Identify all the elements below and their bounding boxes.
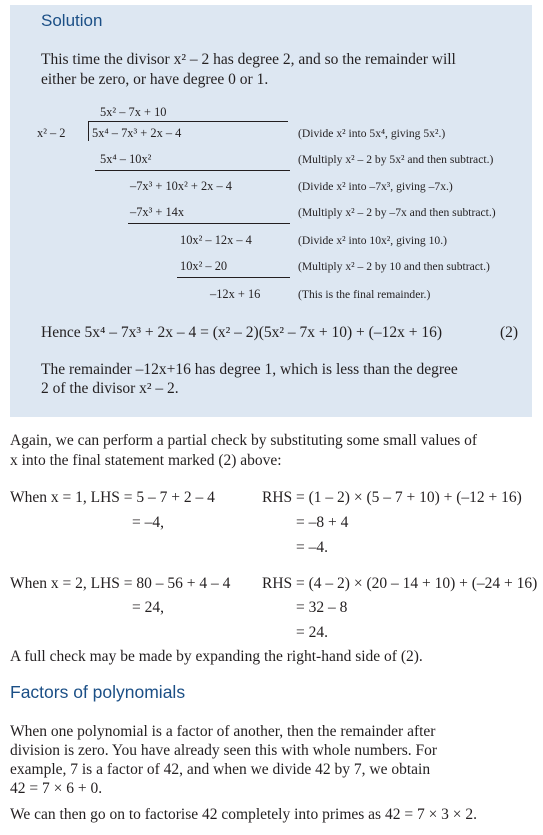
solution-intro-line-2: either be zero, or have degree 0 or 1. (41, 71, 269, 88)
division-bracket (88, 121, 89, 141)
remainder-line-1: The remainder –12x+16 has degree 1, which is less than the degree (41, 361, 458, 378)
factors-paragraph-line: example, 7 is a factor of 42, and when we divide 42 by 7, we obtain (10, 761, 431, 778)
division-step-1: 5x⁴ – 10x² (100, 152, 152, 166)
division-line-2 (128, 223, 290, 224)
x1-rhs: RHS = (1 – 2) × (5 – 7 + 10) + (–12 + 16) (262, 489, 522, 506)
x1-lhs: When x = 1, LHS = 5 – 7 + 2 – 4 (10, 489, 215, 506)
division-note: (Multiply x² – 2 by 10 and then subtract.) (298, 260, 490, 273)
check-line-1: Again, we can perform a partial check by substituting some small values of (10, 432, 478, 449)
x2-rhs-step: = 32 – 8 (296, 599, 348, 616)
hence-equation: Hence 5x⁴ – 7x³ + 2x – 4 = (x² – 2)(5x² – 7x + 10) + (–12x + 16) (41, 324, 442, 341)
check-line-2: x into the final statement marked (2) above: (10, 452, 282, 469)
division-note: (Multiply x² – 2 by 5x² and then subtract.) (298, 153, 494, 166)
factors-paragraph-line: When one polynomial is a factor of another, then the remainder after (10, 723, 436, 740)
division-step-5: 10x² – 20 (180, 259, 228, 273)
division-step-2: –7x³ + 10x² + 2x – 4 (130, 179, 232, 193)
division-note: (This is the final remainder.) (298, 288, 431, 301)
division-note: (Divide x² into –7x³, giving –7x.) (298, 180, 453, 193)
solution-intro-line-1: This time the divisor x² – 2 has degree 2, and so the remainder will (41, 51, 456, 68)
remainder-line-2: 2 of the divisor x² – 2. (41, 380, 179, 397)
x2-rhs-result: = 24. (296, 624, 328, 641)
x2-lhs: When x = 2, LHS = 80 – 56 + 4 – 4 (10, 575, 231, 592)
division-dividend: 5x⁴ – 7x³ + 2x – 4 (92, 126, 182, 140)
division-step-3: –7x³ + 14x (130, 205, 185, 219)
x1-rhs-result: = –4. (296, 539, 328, 556)
x1-lhs-result: = –4, (132, 514, 164, 531)
division-note: (Multiply x² – 2 by –7x and then subtract.) (298, 206, 496, 219)
x2-lhs-result: = 24, (132, 599, 164, 616)
division-note: (Divide x² into 5x⁴, giving 5x².) (298, 127, 446, 140)
division-step-4: 10x² – 12x – 4 (180, 233, 252, 247)
division-bar (88, 121, 288, 122)
division-note: (Divide x² into 10x², giving 10.) (298, 234, 447, 247)
division-line-3 (177, 277, 290, 278)
x1-rhs-step: = –8 + 4 (296, 514, 349, 531)
solution-heading: Solution (41, 11, 103, 30)
division-divisor: x² – 2 (37, 126, 66, 140)
factorise-sentence: We can then go on to factorise 42 completely into primes as 42 = 7 × 3 × 2. (10, 806, 478, 823)
division-line-1 (95, 170, 290, 171)
division-remainder: –12x + 16 (210, 287, 261, 301)
x2-rhs: RHS = (4 – 2) × (20 – 14 + 10) + (–24 + 16) (262, 575, 538, 592)
full-check-text: A full check may be made by expanding the right-hand side of (2). (10, 648, 423, 665)
division-quotient: 5x² – 7x + 10 (100, 105, 167, 119)
factors-paragraph-line: 42 = 7 × 6 + 0. (10, 780, 103, 797)
factors-paragraph-line: division is zero. You have already seen this with whole numbers. For (10, 742, 438, 759)
equation-tag: (2) (500, 324, 519, 341)
factors-heading: Factors of polynomials (10, 682, 186, 702)
